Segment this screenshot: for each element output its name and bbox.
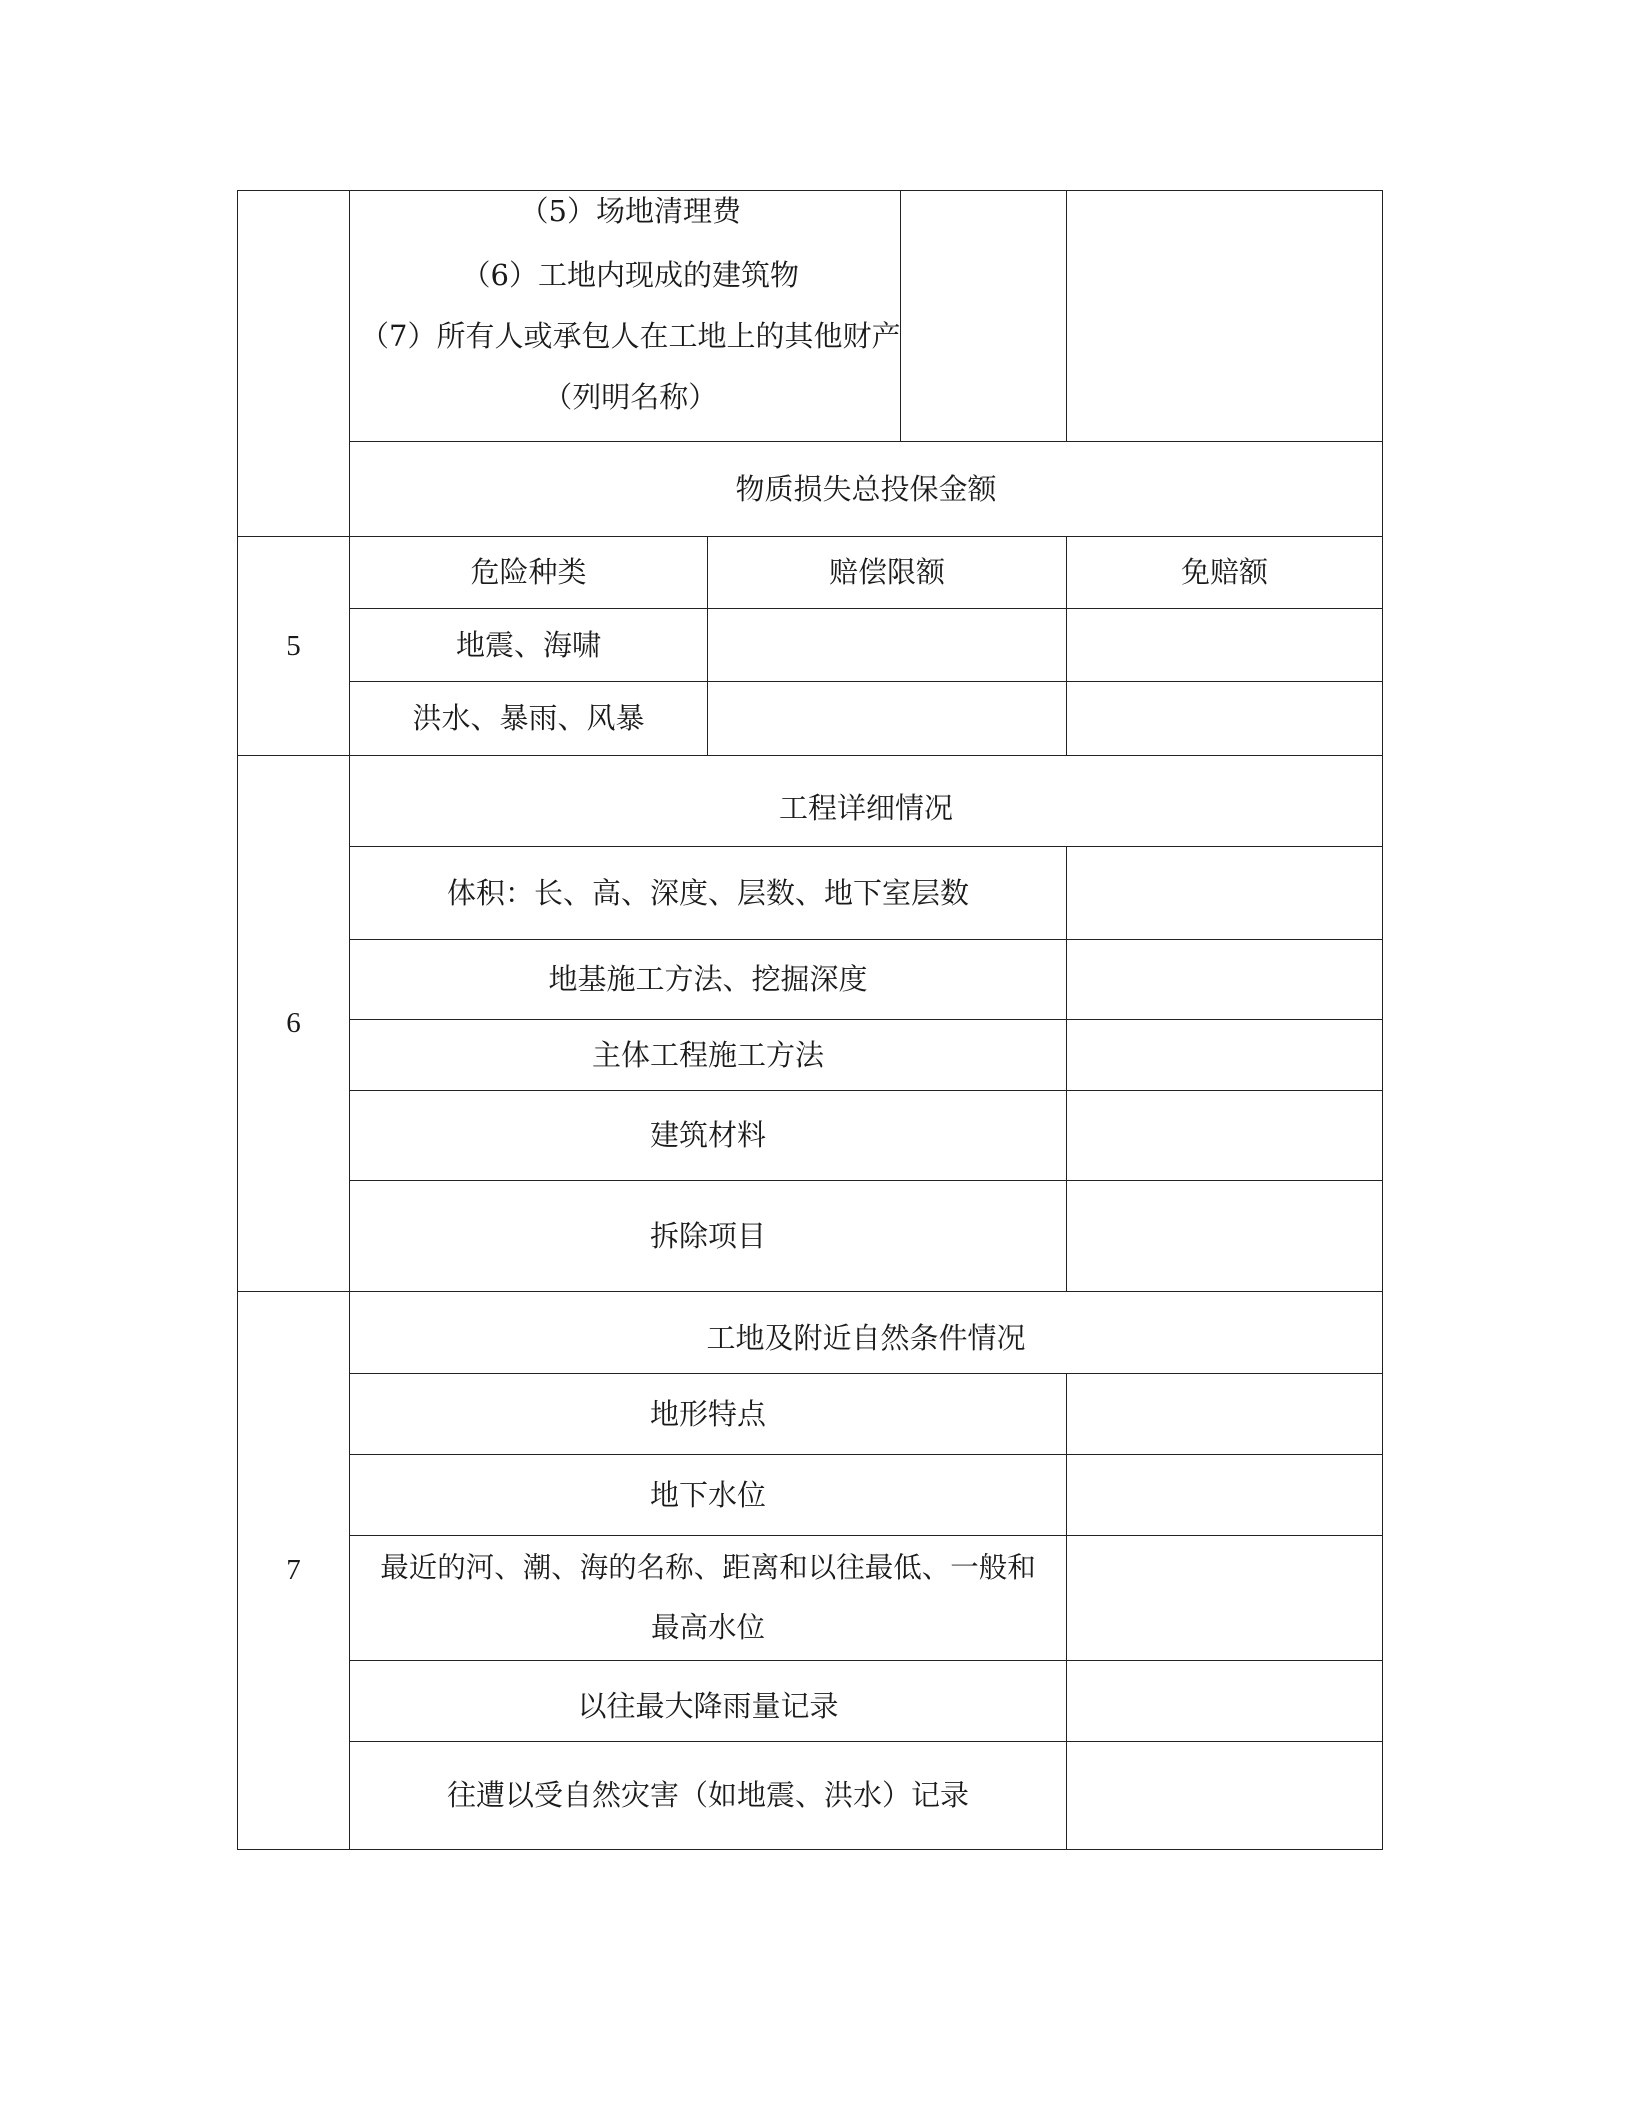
section6-title-row bbox=[238, 756, 1383, 847]
value-main-construction bbox=[1067, 1020, 1383, 1091]
section7-row bbox=[238, 1455, 1383, 1536]
label-max-rainfall: 以往最大降雨量记录 bbox=[350, 1661, 1067, 1742]
section5-row bbox=[238, 682, 1383, 756]
section5-row bbox=[238, 609, 1383, 682]
item-extra-cell bbox=[1067, 191, 1383, 442]
item-existing-buildings: （6）工地内现成的建筑物 bbox=[461, 258, 799, 292]
section7-number: 7 bbox=[238, 1292, 350, 1850]
label-groundwater: 地下水位 bbox=[350, 1455, 1067, 1536]
deductible-flood bbox=[1067, 682, 1383, 756]
section7-row bbox=[238, 1661, 1383, 1742]
label-terrain: 地形特点 bbox=[350, 1374, 1067, 1455]
total-amount-label: 物质损失总投保金额 bbox=[350, 442, 1383, 537]
value-nearest-water bbox=[1067, 1536, 1383, 1661]
value-volume bbox=[1067, 847, 1383, 940]
section6-row bbox=[238, 1091, 1383, 1181]
section5-number: 5 bbox=[238, 537, 350, 756]
section6-row bbox=[238, 940, 1383, 1020]
header-deductible: 免赔额 bbox=[1067, 537, 1383, 609]
risk-flood-storm: 洪水、暴雨、风暴 bbox=[350, 682, 708, 756]
value-demolition bbox=[1067, 1181, 1383, 1292]
item-other-property: （7）所有人或承包人在工地上的其他财产 bbox=[360, 319, 901, 353]
item-list-names: （列明名称） bbox=[543, 380, 718, 414]
label-foundation-method: 地基施工方法、挖掘深度 bbox=[350, 940, 1067, 1020]
section7-title-row bbox=[238, 1292, 1383, 1374]
value-foundation-method bbox=[1067, 940, 1383, 1020]
label-nearest-water-line1: 最近的河、潮、海的名称、距离和以往最低、一般和 bbox=[380, 1550, 1036, 1584]
limit-earthquake bbox=[708, 609, 1067, 682]
section5-header-row bbox=[238, 537, 1383, 609]
item-amount-cell bbox=[900, 191, 1066, 441]
section6-row bbox=[238, 847, 1383, 940]
total-row bbox=[238, 442, 1383, 537]
section6-number: 6 bbox=[238, 756, 350, 1292]
section6-row bbox=[238, 1181, 1383, 1292]
section7-row bbox=[238, 1374, 1383, 1455]
label-main-construction: 主体工程施工方法 bbox=[350, 1020, 1067, 1091]
limit-flood bbox=[708, 682, 1067, 756]
value-max-rainfall bbox=[1067, 1661, 1383, 1742]
value-terrain bbox=[1067, 1374, 1383, 1455]
value-building-materials bbox=[1067, 1091, 1383, 1181]
section7-title: 工地及附近自然条件情况 bbox=[350, 1292, 1383, 1374]
label-building-materials: 建筑材料 bbox=[350, 1091, 1067, 1181]
value-groundwater bbox=[1067, 1455, 1383, 1536]
label-nearest-water bbox=[350, 1536, 1067, 1661]
risk-earthquake-tsunami: 地震、海啸 bbox=[350, 609, 708, 682]
item-site-clearance: （5）场地清理费 bbox=[519, 194, 741, 228]
section6-title: 工程详细情况 bbox=[350, 756, 1383, 847]
section7-row bbox=[238, 1742, 1383, 1850]
section6-row bbox=[238, 1020, 1383, 1091]
insurance-application-table bbox=[237, 190, 1383, 1850]
deductible-earthquake bbox=[1067, 609, 1383, 682]
section4-number-cell bbox=[238, 191, 350, 537]
label-past-disasters: 往遭以受自然灾害（如地震、洪水）记录 bbox=[350, 1742, 1067, 1850]
label-nearest-water-line2: 最高水位 bbox=[650, 1611, 765, 1644]
value-past-disasters bbox=[1067, 1742, 1383, 1850]
label-demolition: 拆除项目 bbox=[350, 1181, 1067, 1292]
property-items-cell bbox=[350, 191, 1067, 442]
section7-row bbox=[238, 1536, 1383, 1661]
header-indemnity-limit: 赔偿限额 bbox=[708, 537, 1067, 609]
label-volume: 体积：长、高、深度、层数、地下室层数 bbox=[350, 847, 1067, 940]
header-risk-type: 危险种类 bbox=[350, 537, 708, 609]
property-items-row bbox=[238, 191, 1383, 442]
